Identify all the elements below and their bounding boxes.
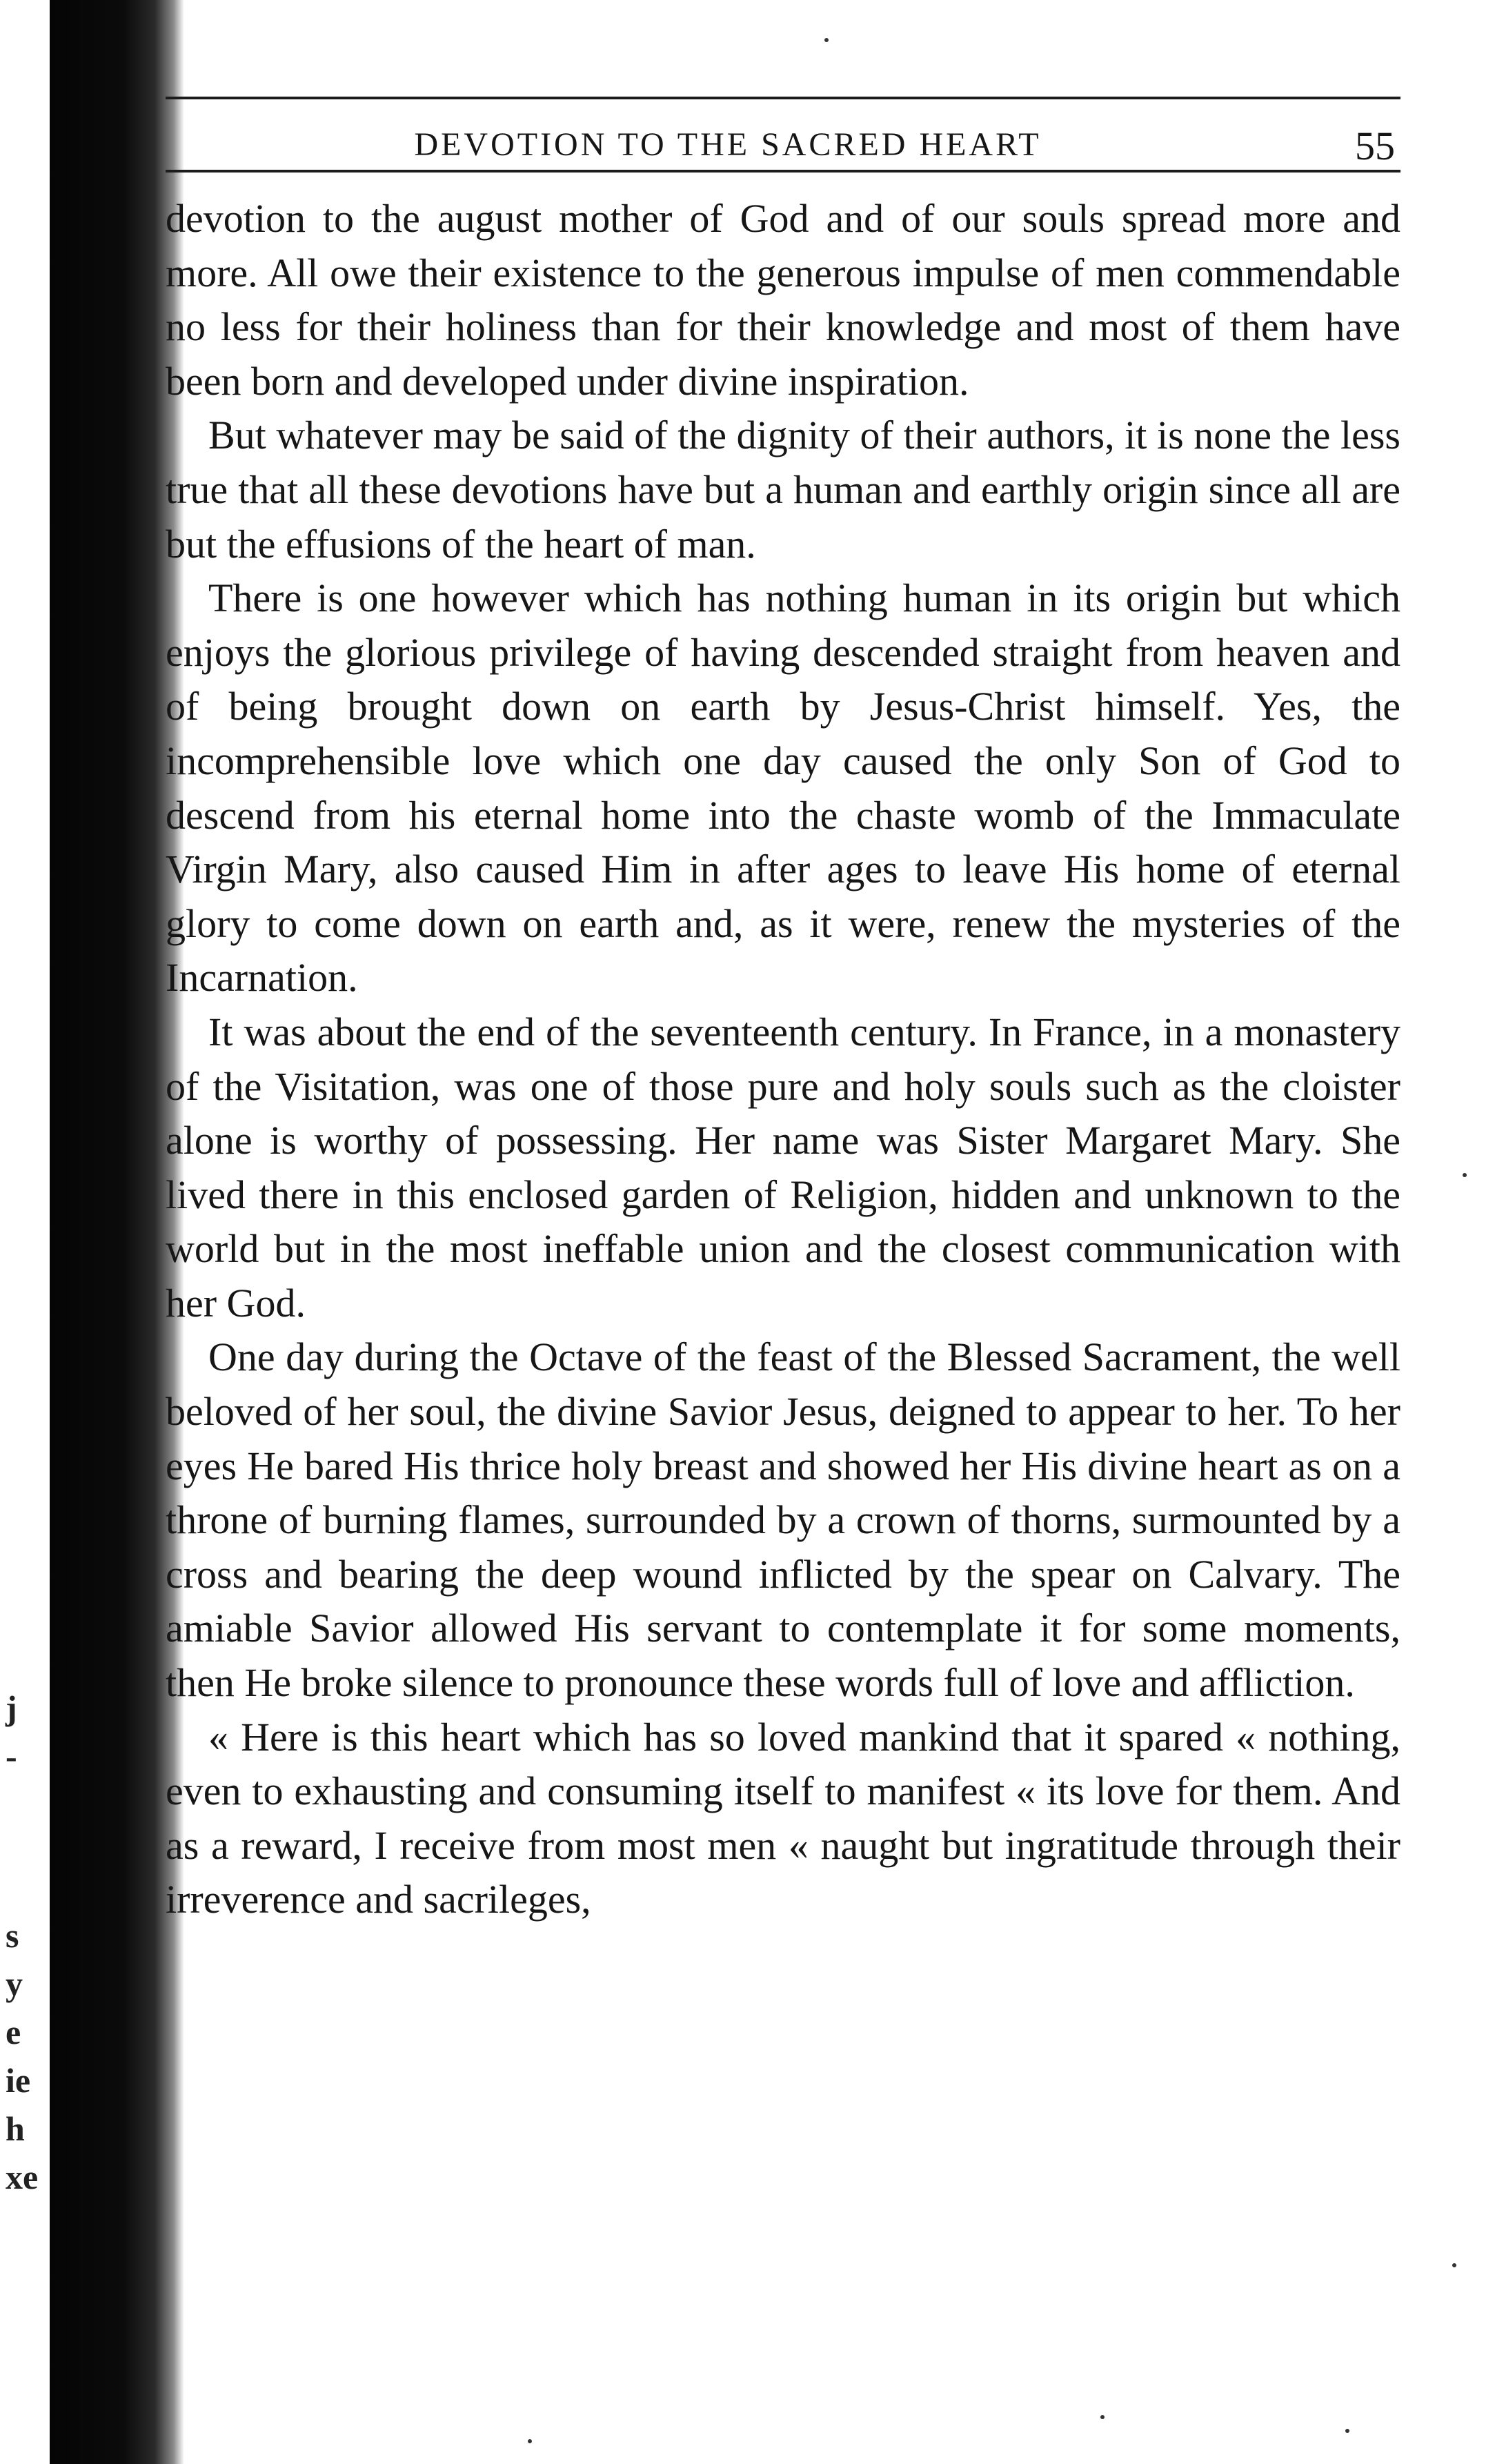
margin-fragment: j [6, 1688, 17, 1727]
margin-fragment: h [6, 2109, 25, 2148]
paragraph: It was about the end of the seventeenth century. In France, in a monastery of the Visitation, was one of those pure and holy souls such as the cloister alone is worthy of possessing. Her name was Sister Margaret Mary. She lived there in this enclosed garden of Religion, hidden and unknown to the world but in the most ineffable union and the closest communication with her God. [166, 1009, 1400, 1325]
margin-fragment: y [6, 1964, 23, 2003]
scan-speck [1463, 1173, 1467, 1177]
margin-fragment: e [6, 2013, 21, 2051]
margin-fragment: s [6, 1916, 19, 1955]
paragraph: « Here is this heart which has so loved mankind that it spared « nothing, even to exhausting and consuming itself to manifest « its love for them. And as a reward, I receive from most men « naught but ingratitude through their irreverence and sacrileges, [166, 1714, 1400, 1922]
body-text [166, 192, 1400, 1927]
margin-fragment: - [6, 1737, 17, 1775]
page-header [166, 99, 1400, 166]
margin-fragment: xe [6, 2158, 39, 2196]
book-page [166, 97, 1400, 1927]
adjacent-page-fragments [0, 1688, 41, 2312]
header-rule-bottom [166, 170, 1400, 173]
scan-speck [1345, 2429, 1349, 2433]
binding-gutter [50, 0, 184, 2464]
scan-speck [824, 38, 829, 42]
paragraph: One day during the Octave of the feast of the Blessed Sacrament, the well beloved of her soul, the divine Savior Jesus, deigned to appear to her. To her eyes He bared His thrice holy breast and showed her His divine heart as on a throne of burning flames, surrounded by a crown of thorns, surmounted by a cross and bearing the deep wound inflicted by the spear on Calvary. The amiable Savior allowed His servant to contemplate it for some moments, then He broke silence to pronounce these words full of love and affliction. [166, 1334, 1400, 1706]
running-head: DEVOTION TO THE SACRED HEART [414, 126, 1042, 163]
paragraph: devotion to the august mother of God and of our souls spread more and more. All owe their existence to the generous impulse of men commendable no less for their holiness than for their knowledge and most of them have been born and developed under divine inspiration. [166, 196, 1400, 404]
page-number: 55 [1355, 124, 1395, 168]
margin-fragment: ie [6, 2061, 31, 2100]
paragraph: But whatever may be said of the dignity of their authors, it is none the less true that all these devotions have but a human and earthly origin since all are but the effusions of the heart of man. [166, 413, 1400, 566]
paragraph: There is one however which has nothing human in its origin but which enjoys the glorious privilege of having descended straight from heaven and of being brought down on earth by Jesus-Christ himself. Yes, the incomprehensible love which one day caused the only Son of God to descend from his eternal home into the chaste womb of the Immaculate Virgin Mary, also caused Him in after ages to leave His home of eternal glory to come down on earth and, as it were, renew the mysteries of the Incarnation. [166, 575, 1400, 1001]
scan-speck [528, 2439, 532, 2443]
scan-speck [1100, 2415, 1105, 2419]
scan-speck [1452, 2263, 1456, 2267]
